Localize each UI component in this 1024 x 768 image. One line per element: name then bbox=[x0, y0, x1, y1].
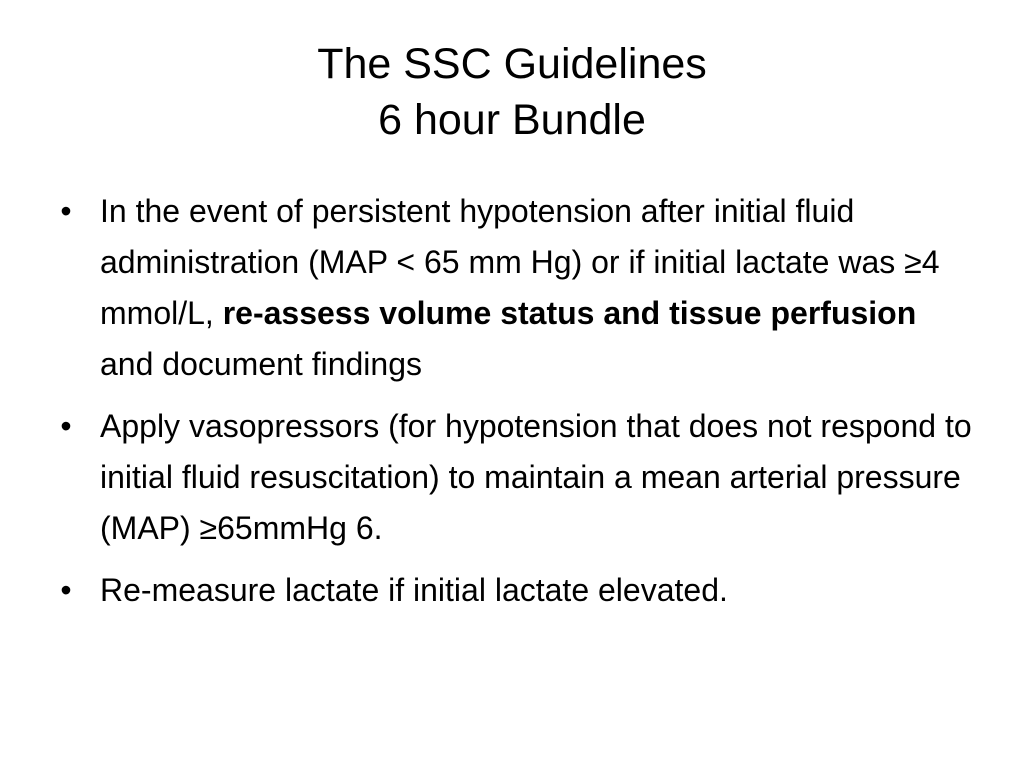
bullet-list bbox=[56, 186, 976, 627]
bullet-text-after: and document findings bbox=[100, 346, 422, 382]
bullet-bold-text: re-assess volume status and tissue perfusion bbox=[222, 295, 917, 331]
bullet-dot-icon: • bbox=[60, 193, 72, 229]
bullet-dot-icon: • bbox=[60, 572, 72, 608]
slide-title-line-2: 6 hour Bundle bbox=[378, 96, 646, 144]
bullet-dot-icon: • bbox=[60, 408, 72, 444]
bullet-item-reassess bbox=[56, 186, 976, 390]
bullet-text: Re-measure lactate if initial lactate elevated. bbox=[100, 572, 728, 608]
bullet-item-lactate bbox=[56, 565, 976, 616]
bullet-text-before: In the event of persistent hypotension after initial fluid administration (MAP < 65 mm Hg) or if initial lactate was ≥4 mmol/L, bbox=[100, 193, 940, 331]
slide-title-line-1: The SSC Guidelines bbox=[317, 40, 707, 88]
bullet-text: Apply vasopressors (for hypotension that does not respond to initial fluid resuscitation) to maintain a mean arterial pressure (MAP) ≥65mmHg 6. bbox=[100, 408, 972, 546]
slide-title bbox=[0, 36, 1024, 148]
bullet-item-vasopressors bbox=[56, 401, 976, 554]
